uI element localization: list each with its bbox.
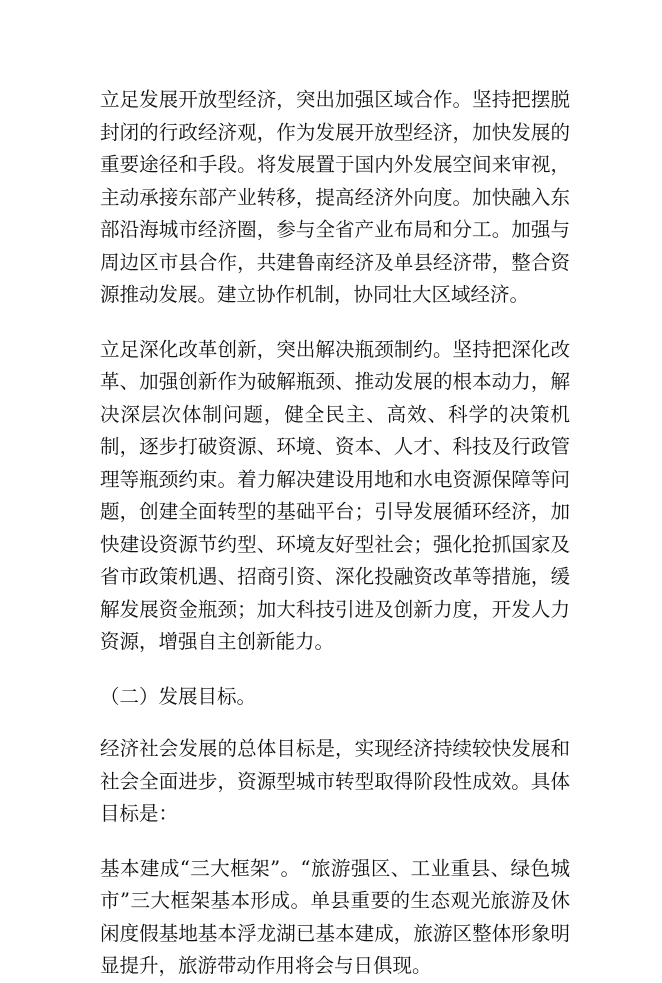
paragraph-three-frameworks: 基本建成“三大框架”。“旅游强区、工业重县、绿色城市”三大框架基本形成。单县重要的生态观光旅游及休闲度假基地基本浮龙湖已基本建成，旅游区整体形象明显提升，旅游带动作用将会与日俱现。	[100, 856, 570, 977]
paragraph-reform-innovation: 立足深化改革创新，突出解决瓶颈制约。坚持把深化改革、加强创新作为破解瓶颈、推动发展的根本动力，解决深层次体制问题，健全民主、高效、科学的决策机制，逐步打破资源、环境、资本、人才、科技及行政管理等瓶颈约束。着力解决建设用地和水电资源保障等问题，创建全面转型的基础平台；引导发展循环经济，加快建设资源节约型、环境友好型社会；强化抢抓国家及省市政策机遇、招商引资、深化投融资改革等措施，缓解发展资金瓶颈；加大科技引进及创新力度，开发人力资源，增强自主创新能力。	[100, 337, 570, 653]
document-body	[100, 84, 570, 983]
section-heading-development-goals: （二）发展目标。	[100, 684, 257, 708]
paragraph-open-economy: 立足发展开放型经济，突出加强区域合作。坚持把摆脱封闭的行政经济观，作为发展开放型经济，加快发展的重要途径和手段。将发展置于国内外发展空间来审视，主动承接东部产业转移，提高经济外向度。加快融入东部沿海城市经济圈，参与全省产业布局和分工。加强与周边区市县合作，共建鲁南经济及单县经济带，整合资源推动发展。建立协作机制，协同壮大区域经济。	[100, 88, 570, 306]
paragraph-overall-goal: 经济社会发展的总体目标是，实现经济持续较快发展和社会全面进步，资源型城市转型取得阶段性成效。具体目标是：	[100, 737, 570, 825]
